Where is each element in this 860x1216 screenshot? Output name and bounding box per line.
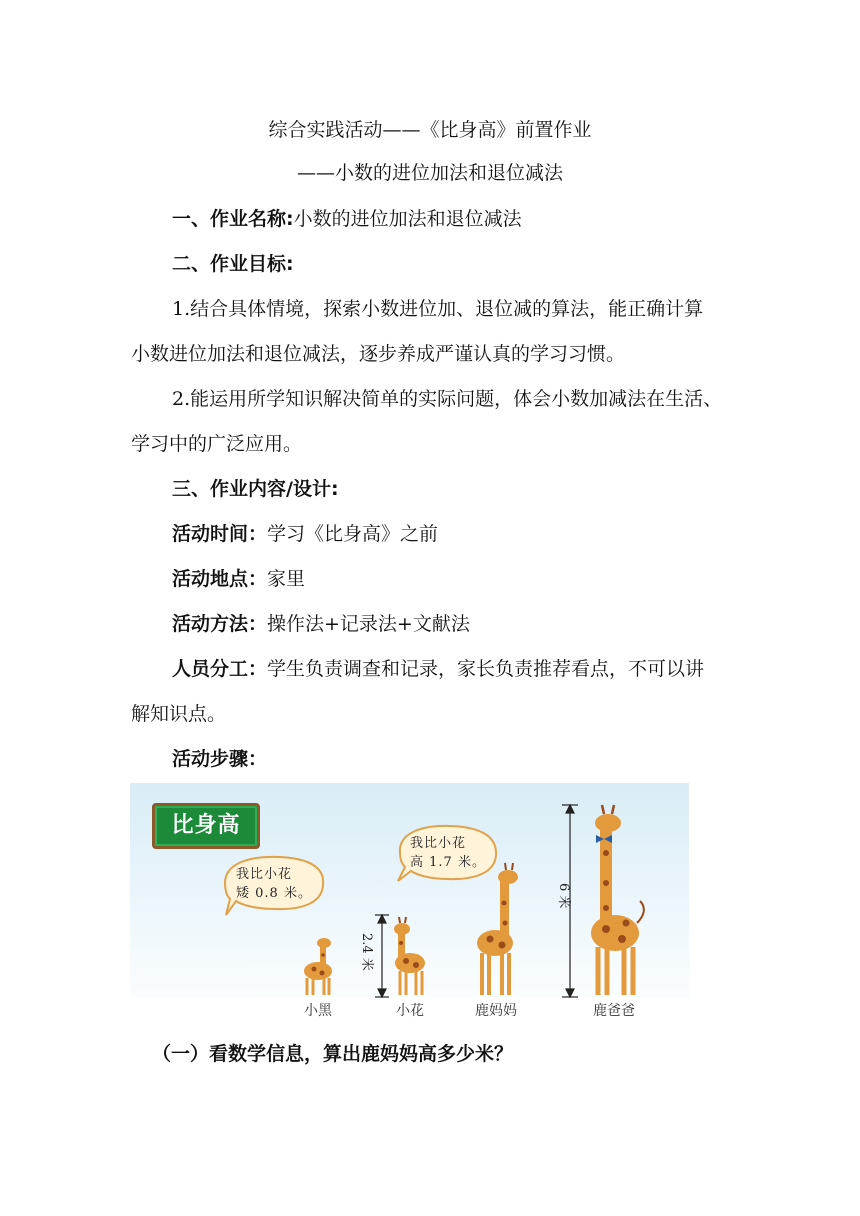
comparison-sign: 比身高: [152, 803, 260, 849]
goal-1-line-2: 小数进位加法和退位减法，逐步养成严谨认真的学习习惯。: [131, 343, 626, 365]
bubble-xiaohei-line-2: 矮 0.8 米。: [236, 886, 312, 901]
bubble-mama-line-2: 高 1.7 米。: [410, 855, 486, 870]
section-1-heading: 一、作业名称:: [172, 208, 294, 230]
giraffe-xiaohei: [304, 938, 332, 995]
activity-roles-line-2: 解知识点。: [131, 703, 227, 725]
activity-steps-label: 活动步骤：: [172, 748, 268, 770]
activity-method-label: 活动方法：: [172, 613, 268, 635]
name-baba: 鹿爸爸: [593, 1003, 635, 1019]
activity-roles: [172, 657, 704, 681]
activity-roles-label: 人员分工：: [172, 658, 268, 680]
section-1-text: 小数的进位加法和退位减法: [293, 208, 522, 230]
activity-roles-value-line-1: 学生负责调查和记录，家长负责推荐看点，不可以讲: [267, 658, 705, 680]
activity-method: [172, 612, 470, 636]
section-2-heading: 二、作业目标:: [172, 253, 294, 275]
activity-place: [172, 567, 305, 591]
activity-time-label: 活动时间：: [172, 523, 268, 545]
section-1: [172, 207, 522, 231]
activity-place-value: 家里: [267, 568, 306, 590]
activity-method-value: 操作法+记录法+文献法: [267, 613, 470, 635]
goal-2-line-2: 学习中的广泛应用。: [131, 433, 303, 455]
giraffe-xiaohua: [394, 917, 425, 995]
goal-2-line-1: 2.能运用所学知识解决简单的实际问题，体会小数加减法在生活、: [172, 388, 723, 410]
activity-place-label: 活动地点：: [172, 568, 268, 590]
page-subtitle: ——小数的进位加法和退位减法: [296, 162, 563, 184]
name-xiaohei: 小黑: [304, 1003, 332, 1019]
section-3-heading: 三、作业内容/设计:: [172, 478, 339, 500]
height-label-baba: 6 米: [556, 883, 571, 909]
height-label-xiaohua: 2.4 米: [359, 933, 374, 971]
name-mama: 鹿妈妈: [475, 1003, 517, 1019]
height-comparison-illustration: [130, 783, 689, 1025]
giraffe-mama: [477, 863, 518, 995]
goal-1-line-1: 1.结合具体情境，探索小数进位加、退位减的算法，能正确计算: [172, 298, 704, 320]
name-xiaohua: 小花: [396, 1003, 424, 1019]
activity-time: [172, 522, 438, 546]
giraffe-baba: [591, 805, 644, 995]
bubble-mama-line-1: 我比小花: [410, 836, 467, 851]
page-title: 综合实践活动——《比身高》前置作业: [268, 119, 592, 141]
bubble-xiaohei-line-1: 我比小花: [236, 867, 293, 882]
activity-time-value: 学习《比身高》之前: [267, 523, 439, 545]
question-1: （一）看数学信息，算出鹿妈妈高多少米？: [152, 1043, 514, 1065]
